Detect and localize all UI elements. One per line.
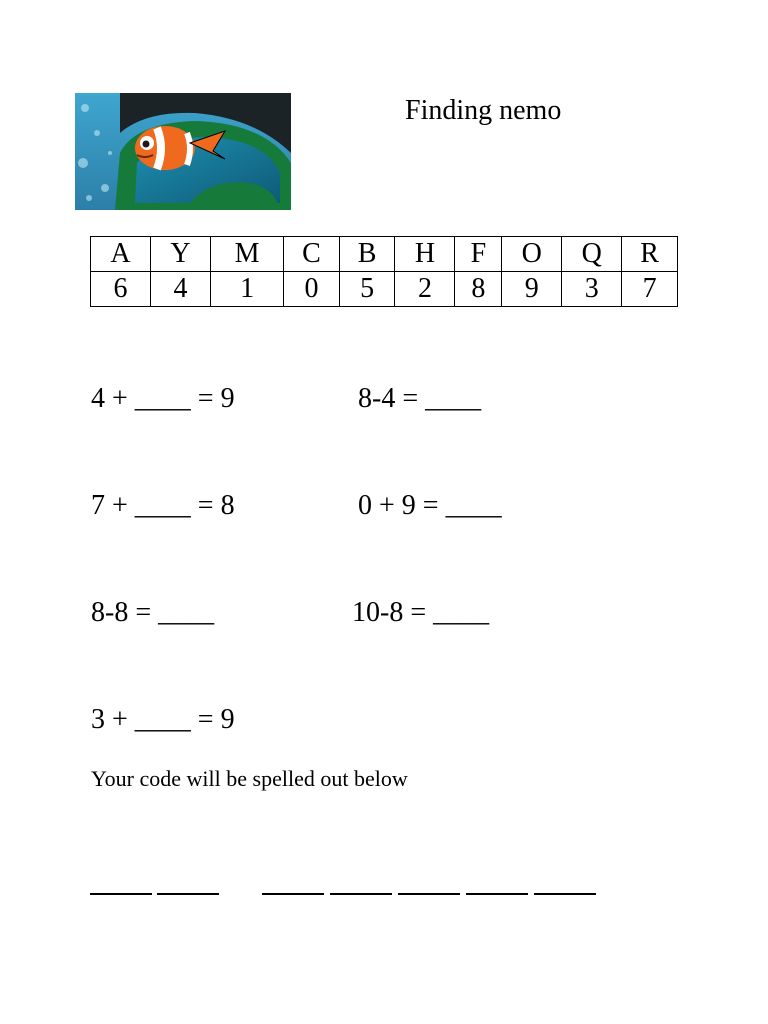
problem-6: 10-8 = ____ <box>352 597 490 628</box>
answer-blank <box>534 893 596 895</box>
number-cell: 7 <box>622 272 678 307</box>
answer-blank <box>466 893 528 895</box>
problem-3: 7 + ____ = 8 <box>91 490 235 521</box>
number-cell: 1 <box>211 272 284 307</box>
letter-cell: A <box>91 237 151 272</box>
letter-cell: Q <box>562 237 622 272</box>
number-cell: 9 <box>502 272 562 307</box>
problem-5: 8-8 = ____ <box>91 597 215 628</box>
problem-2: 8-4 = ____ <box>358 383 482 414</box>
number-cell: 4 <box>151 272 211 307</box>
answer-blank <box>90 893 152 895</box>
numbers-row <box>91 272 678 307</box>
number-cell: 8 <box>455 272 502 307</box>
answer-blank <box>398 893 460 895</box>
letter-cell: H <box>395 237 455 272</box>
letters-row <box>91 237 678 272</box>
letter-cell: R <box>622 237 678 272</box>
page-title: Finding nemo <box>405 95 562 126</box>
number-cell: 3 <box>562 272 622 307</box>
answer-blank <box>330 893 392 895</box>
instruction-text: Your code will be spelled out below <box>91 766 408 791</box>
letter-cell: O <box>502 237 562 272</box>
number-cell: 5 <box>339 272 395 307</box>
problem-1: 4 + ____ = 9 <box>91 383 235 414</box>
problem-4: 0 + 9 = ____ <box>358 490 502 521</box>
letter-cell: M <box>211 237 284 272</box>
letter-cell: B <box>339 237 395 272</box>
number-cell: 0 <box>284 272 340 307</box>
answer-blank <box>262 893 324 895</box>
letter-cell: Y <box>151 237 211 272</box>
number-cell: 2 <box>395 272 455 307</box>
number-cell: 6 <box>91 272 151 307</box>
nemo-clownfish-image <box>75 93 291 210</box>
problem-7: 3 + ____ = 9 <box>91 704 235 735</box>
letter-cell: F <box>455 237 502 272</box>
answer-blank <box>157 893 219 895</box>
letter-cell: C <box>284 237 340 272</box>
letter-number-code-table <box>90 236 678 307</box>
